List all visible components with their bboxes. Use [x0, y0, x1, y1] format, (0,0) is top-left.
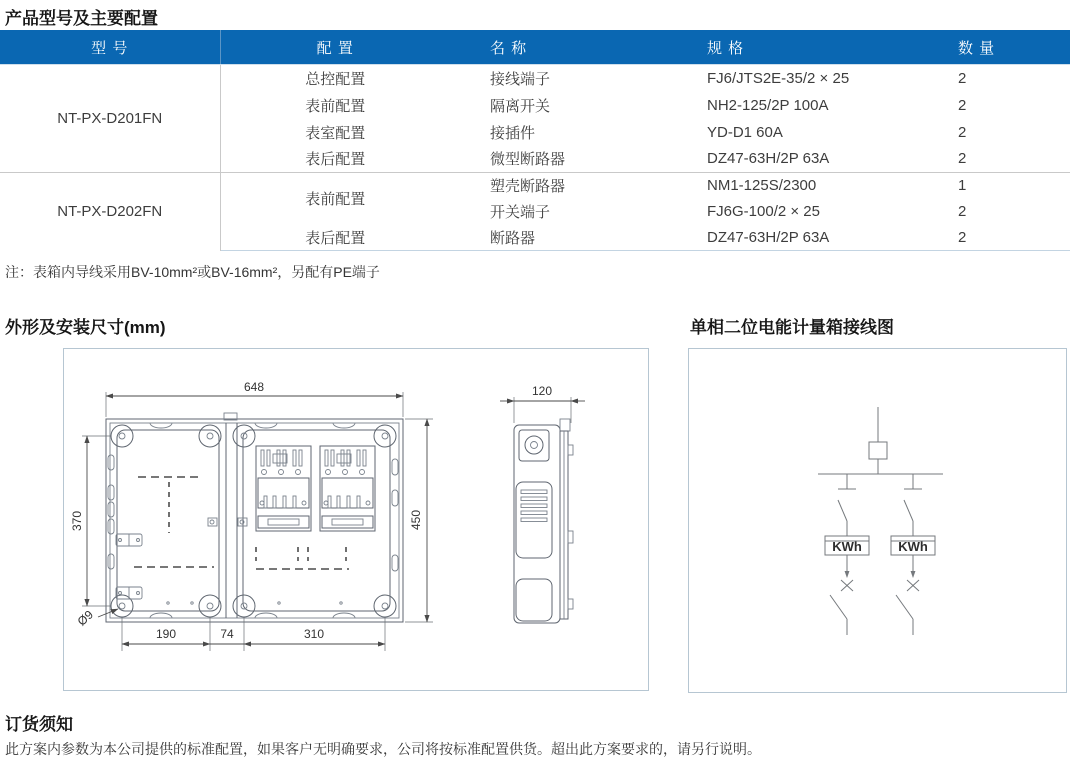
cell-qty: 2 — [900, 225, 1070, 251]
section-title-wiring: 单相二位电能计量箱接线图 — [690, 318, 894, 337]
header-spec: 规 格 — [650, 30, 900, 65]
front-view — [106, 413, 403, 622]
cell-name: 隔离开关 — [490, 97, 551, 115]
header-qty: 数 量 — [900, 30, 1070, 65]
note-text: 注：表箱内导线采用BV-10mm²或BV-16mm²，另配有PE端子 — [5, 264, 380, 280]
dim-inner-height-label: 370 — [70, 510, 84, 532]
cell-config: 表室配置 — [305, 124, 366, 142]
page-title: 产品型号及主要配置 — [5, 9, 158, 28]
cell-spec: DZ47-63H/2P 63A — [707, 150, 830, 168]
cell-model-d202: NT-PX-D202FN — [0, 173, 220, 251]
incoming-line — [818, 407, 943, 474]
wiring-diagram-panel — [688, 348, 1067, 693]
header-name: 名 称 — [450, 30, 650, 65]
dim-d1-label: 190 — [155, 627, 177, 641]
cell-qty: 2 — [958, 96, 967, 114]
table-row — [0, 173, 1070, 199]
dim-hole-label: Ø9 — [74, 607, 96, 629]
cell-name: 塑壳断路器 — [450, 173, 650, 199]
table-row — [0, 65, 1070, 92]
dim-d2-label: 74 — [220, 627, 234, 641]
cell-config: 表后配置 — [305, 151, 366, 169]
meter-branch-2 — [891, 474, 935, 635]
cell-qty: 2 — [958, 69, 967, 87]
header-model: 型 号 — [0, 30, 220, 65]
footer-text: 此方案内参数为本公司提供的标准配置，如果客户无明确要求，公司将按标准配置供货。超出此方案要求的，请另行说明。 — [5, 741, 761, 757]
table-header-row — [0, 30, 1070, 65]
dimension-drawing — [64, 349, 646, 688]
header-config: 配 置 — [220, 30, 450, 65]
cell-model-d201: NT-PX-D201FN — [0, 65, 220, 173]
section-title-dimensions: 外形及安装尺寸(mm) — [5, 318, 166, 337]
cell-name: 开关端子 — [490, 204, 551, 221]
cell-name: 接插件 — [490, 124, 536, 142]
cell-config: 表后配置 — [220, 225, 450, 251]
cell-qty: 2 — [958, 123, 967, 141]
side-view — [514, 419, 573, 623]
cell-config: 总控配置 — [305, 70, 366, 88]
cell-spec: YD-D1 60A — [707, 123, 783, 141]
cell-spec: FJ6/JTS2E-35/2 × 25 — [707, 69, 850, 87]
cell-name: 接线端子 — [490, 70, 551, 88]
cell-name: 断路器 — [450, 225, 650, 251]
cell-qty: 1 — [900, 173, 1070, 199]
dimension-drawing-panel — [63, 348, 649, 691]
cell-config: 表前配置 — [305, 97, 366, 115]
product-config-table — [0, 30, 1070, 251]
cell-spec: FJ6G-100/2 × 25 — [707, 203, 820, 220]
meter-branch-1 — [825, 474, 869, 635]
main-switch-symbol — [869, 442, 887, 459]
dim-depth-label: 120 — [531, 384, 553, 398]
dim-d3-label: 310 — [303, 627, 325, 641]
cell-name: 微型断路器 — [490, 151, 566, 169]
cell-spec: NM1-125S/2300 — [650, 173, 900, 199]
cell-qty: 2 — [958, 150, 967, 168]
cell-qty: 2 — [958, 203, 967, 220]
footer-title: 订货须知 — [5, 715, 73, 734]
dim-height-label: 450 — [409, 509, 423, 531]
kwh-meter-label-1: KWh — [832, 539, 862, 554]
kwh-meter-label-2: KWh — [898, 539, 928, 554]
wiring-diagram — [689, 349, 1064, 690]
cell-config: 表前配置 — [220, 173, 450, 225]
cell-spec: DZ47-63H/2P 63A — [650, 225, 900, 251]
cell-spec: NH2-125/2P 100A — [707, 96, 829, 114]
dim-width-label: 648 — [243, 380, 265, 394]
